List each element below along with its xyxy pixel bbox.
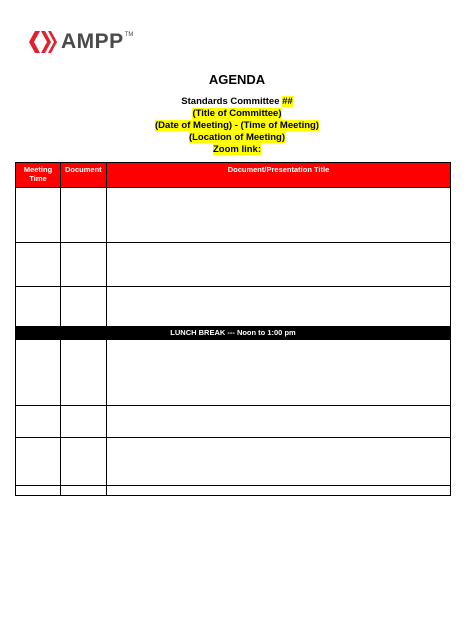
ampp-logo-icon	[28, 28, 58, 56]
header-document: Document	[61, 163, 107, 188]
table-cell[interactable]	[61, 438, 107, 486]
table-cell[interactable]	[107, 438, 451, 486]
table-cell[interactable]	[107, 287, 451, 327]
committee-title: (Title of Committee)	[192, 108, 282, 119]
table-cell[interactable]	[16, 243, 61, 287]
table-cell[interactable]	[107, 486, 451, 496]
logo-wordmark: AMPP	[61, 30, 124, 53]
table-cell[interactable]	[107, 340, 451, 406]
table-cell[interactable]	[16, 406, 61, 438]
table-cell[interactable]	[61, 340, 107, 406]
table-cell[interactable]	[16, 287, 61, 327]
table-cell[interactable]	[61, 188, 107, 243]
table-row	[16, 340, 451, 406]
table-row	[16, 438, 451, 486]
table-cell[interactable]	[61, 486, 107, 496]
table-cell[interactable]	[16, 438, 61, 486]
lunch-break-row	[16, 327, 451, 340]
table-cell[interactable]	[16, 340, 61, 406]
table-row	[16, 188, 451, 243]
lunch-break-label: LUNCH BREAK --- Noon to 1:00 pm	[16, 327, 451, 340]
table-row	[16, 243, 451, 287]
header-meeting-time: Meeting Time	[16, 163, 61, 188]
table-cell[interactable]	[16, 188, 61, 243]
table-cell[interactable]	[16, 486, 61, 496]
committee-number: ##	[282, 96, 293, 107]
table-cell[interactable]	[107, 243, 451, 287]
committee-line	[0, 96, 474, 108]
agenda-heading: AGENDA	[208, 72, 266, 87]
committee-prefix: Standards Committee	[181, 96, 283, 107]
meeting-info	[0, 96, 474, 156]
table-cell[interactable]	[61, 243, 107, 287]
table-cell[interactable]	[107, 406, 451, 438]
meeting-location: (Location of Meeting)	[188, 132, 286, 143]
ampp-logo	[28, 28, 133, 56]
logo-trademark: TM	[124, 32, 134, 38]
header-title: Document/Presentation Title	[107, 163, 451, 188]
table-cell[interactable]	[61, 406, 107, 438]
agenda-table	[15, 162, 451, 496]
table-cell[interactable]	[61, 287, 107, 327]
meeting-date-time: (Date of Meeting) - (Time of Meeting)	[155, 120, 319, 131]
table-cell[interactable]	[107, 188, 451, 243]
table-row	[16, 287, 451, 327]
table-header-row	[16, 163, 451, 188]
zoom-link: Zoom link:	[212, 144, 262, 155]
table-row	[16, 486, 451, 496]
table-row	[16, 406, 451, 438]
